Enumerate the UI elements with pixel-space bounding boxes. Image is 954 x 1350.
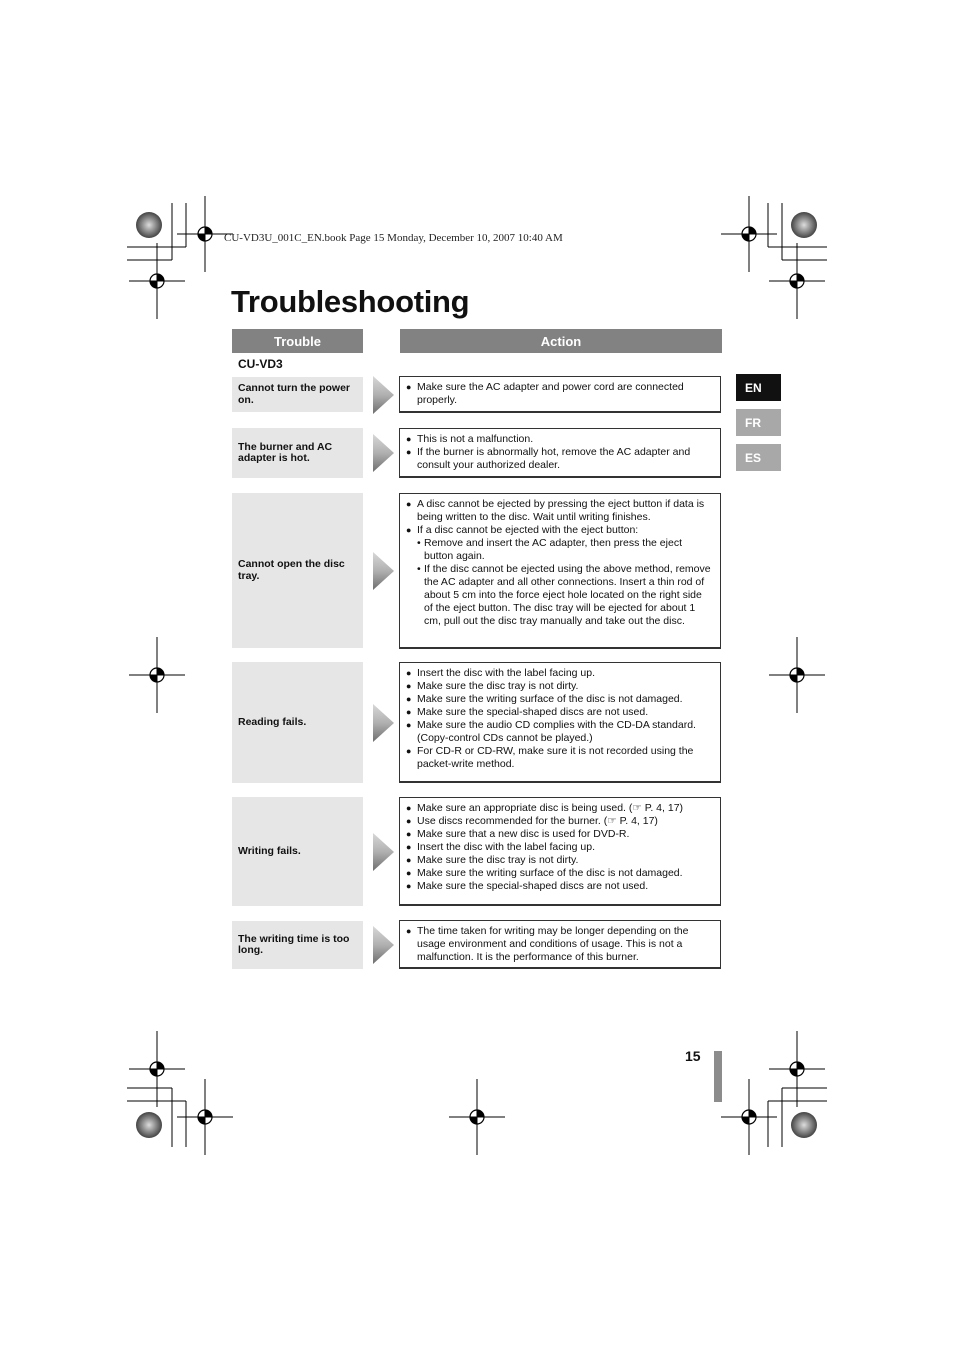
action-cell	[399, 493, 721, 649]
bullet-icon: ●	[406, 668, 412, 678]
action-item	[406, 925, 713, 964]
action-item	[406, 841, 713, 854]
action-text: Make sure the writing surface of the disc is not damaged.	[417, 693, 683, 705]
bullet-icon: ●	[406, 842, 412, 852]
column-header-trouble: Trouble	[232, 329, 363, 353]
action-text: Make sure that a new disc is used for DVD-R.	[417, 828, 630, 840]
action-item	[406, 524, 713, 537]
action-text: Make sure the disc tray is not dirty.	[417, 680, 579, 692]
action-item	[406, 433, 713, 446]
action-text: Make sure the AC adapter and power cord are connected properly.	[417, 381, 684, 406]
trouble-cell	[232, 493, 363, 648]
bullet-icon: ●	[406, 926, 412, 936]
action-item	[406, 828, 713, 841]
arrow-right-icon	[372, 375, 395, 415]
bullet-icon: ●	[406, 868, 412, 878]
action-text: Make sure the audio CD complies with the CD-DA standard. (Copy-control CDs cannot be played.)	[417, 719, 696, 744]
trouble-text: The writing time is too long.	[238, 932, 350, 956]
lang-tab-es[interactable]: ES	[736, 444, 781, 471]
action-item	[406, 446, 713, 472]
action-text: This is not a malfunction.	[417, 433, 534, 445]
action-text: Make sure the disc tray is not dirty.	[417, 854, 579, 866]
action-item	[406, 693, 713, 706]
action-text: The time taken for writing may be longer depending on the usage environment and conditions of usage. This is not a malfunction. It is the performance of this burner.	[417, 925, 689, 963]
bullet-icon: ●	[406, 499, 412, 509]
bullet-icon: ●	[406, 707, 412, 717]
action-item	[406, 667, 713, 680]
action-text: For CD-R or CD-RW, make sure it is not recorded using the packet-write method.	[417, 745, 694, 770]
page-title: Troubleshooting	[231, 284, 470, 319]
arrow-right-icon	[372, 925, 395, 965]
action-text: Use discs recommended for the burner. (☞ P. 4, 17)	[417, 815, 658, 827]
trouble-text: Writing fails.	[238, 844, 301, 857]
bullet-icon: ●	[406, 855, 412, 865]
action-item	[406, 867, 713, 880]
page-edge-bar	[714, 1051, 722, 1102]
action-cell	[399, 376, 721, 413]
action-sub-item	[406, 563, 713, 628]
action-text: Make sure the special-shaped discs are not used.	[417, 880, 649, 892]
action-text: Insert the disc with the label facing up.	[417, 841, 596, 853]
bullet-icon: ●	[406, 681, 412, 691]
page-number: 15	[685, 1048, 701, 1064]
column-header-action: Action	[400, 329, 722, 353]
bullet-icon: ●	[406, 382, 412, 392]
arrow-right-icon	[372, 433, 395, 473]
action-text: Remove and insert the AC adapter, then press the eject button again.	[424, 537, 682, 562]
bullet-icon: ●	[406, 434, 412, 444]
action-item	[406, 880, 713, 893]
action-cell	[399, 662, 721, 783]
action-text: Make sure an appropriate disc is being used. (☞ P. 4, 17)	[417, 802, 684, 814]
arrow-right-icon	[372, 703, 395, 743]
bullet-icon: ●	[406, 803, 412, 813]
action-item	[406, 802, 713, 815]
arrow-right-icon	[372, 832, 395, 872]
trouble-cell	[232, 377, 363, 412]
action-cell	[399, 797, 721, 906]
bullet-icon: ●	[406, 525, 412, 535]
action-text: Make sure the special-shaped discs are not used.	[417, 706, 649, 718]
action-cell	[399, 920, 721, 969]
lang-tab-fr[interactable]: FR	[736, 409, 781, 436]
bullet-icon: ●	[406, 694, 412, 704]
action-item	[406, 815, 713, 828]
trouble-cell	[232, 797, 363, 906]
lang-tab-en[interactable]: EN	[736, 374, 781, 401]
trouble-cell	[232, 921, 363, 969]
trouble-text: The burner and AC adapter is hot.	[238, 440, 333, 464]
arrow-right-icon	[372, 551, 395, 591]
action-item	[406, 498, 713, 524]
trouble-cell	[232, 428, 363, 478]
bullet-icon: ●	[406, 881, 412, 891]
bullet-icon: ●	[406, 720, 412, 730]
trouble-text: Cannot open the disc tray.	[238, 558, 345, 582]
bullet-icon: ●	[406, 447, 412, 457]
bullet-icon: ●	[406, 829, 412, 839]
trouble-cell	[232, 662, 363, 783]
action-text: Make sure the writing surface of the disc is not damaged.	[417, 867, 683, 879]
action-item	[406, 680, 713, 693]
action-text: If the burner is abnormally hot, remove the AC adapter and consult your authorized dealer.	[417, 446, 691, 471]
model-label: CU-VD3	[238, 357, 283, 371]
action-item	[406, 706, 713, 719]
action-text: Insert the disc with the label facing up.	[417, 667, 596, 679]
action-item	[406, 719, 713, 745]
action-item	[406, 381, 713, 407]
action-text: If a disc cannot be ejected with the eject button:	[417, 524, 639, 536]
bullet-icon: ●	[406, 816, 412, 826]
action-cell	[399, 428, 721, 478]
action-item	[406, 745, 713, 771]
action-item	[406, 854, 713, 867]
action-text: If the disc cannot be ejected using the above method, remove the AC adapter and all other connections. Insert a thin rod of about 5 cm into the force eject hole located on the right side of the eject button. The disc tray will be ejected for about 1 cm, pull out the disc tray manually and take out the disc.	[424, 563, 711, 627]
small-bullet-icon: •	[417, 563, 421, 575]
trouble-text: Cannot turn the power on.	[238, 382, 350, 406]
action-text: A disc cannot be ejected by pressing the eject button if data is being written to the disc. Wait until writing finishes.	[417, 498, 705, 523]
action-sub-item	[406, 537, 713, 563]
bullet-icon: ●	[406, 746, 412, 756]
trouble-text: Reading fails.	[238, 715, 307, 728]
file-header-line: CU-VD3U_001C_EN.book Page 15 Monday, December 10, 2007 10:40 AM	[224, 232, 563, 244]
small-bullet-icon: •	[417, 537, 421, 549]
